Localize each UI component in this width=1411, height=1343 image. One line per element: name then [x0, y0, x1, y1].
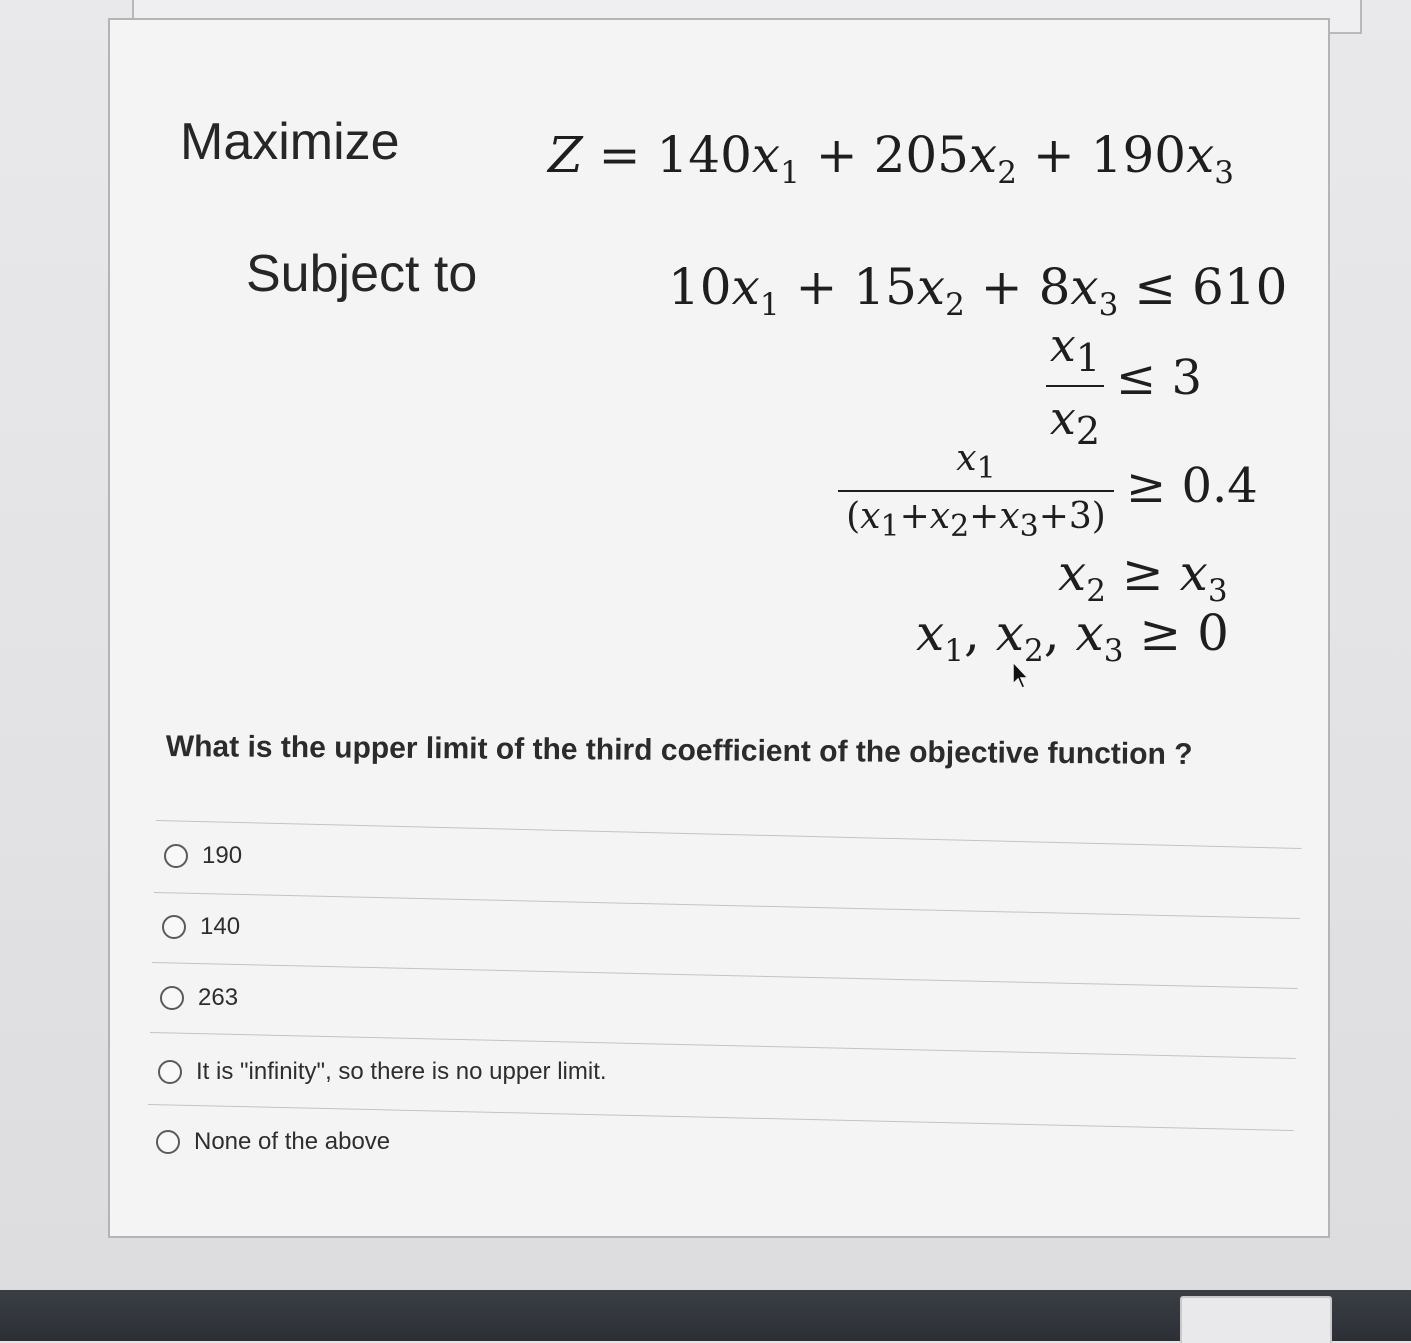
bottom-panel-tab [1180, 1296, 1332, 1343]
option-label: It is "infinity", so there is no upper limit. [196, 1058, 607, 1085]
option-none-of-the-above[interactable] [156, 1128, 390, 1156]
radio-button[interactable] [156, 1130, 180, 1154]
radio-button[interactable] [158, 1060, 182, 1084]
option-190[interactable] [164, 842, 242, 870]
radio-button[interactable] [164, 844, 188, 868]
constraint-ratio-rhs: ≤ 3 [1116, 350, 1203, 406]
option-infinity[interactable] [158, 1058, 607, 1086]
mouse-cursor-icon [1010, 660, 1034, 692]
option-label: None of the above [194, 1128, 391, 1155]
question-text: What is the upper limit of the third coefficient of the objective function ? [165, 730, 1193, 772]
option-263[interactable] [160, 984, 238, 1012]
constraint-budget: $10x_1 + 15x_2 + 8x_3 \le 610$ [668, 258, 1288, 323]
objective-function: $Z = 140x_1 + 205x_2 + 190x_3$ [548, 126, 1235, 191]
option-label: 190 [202, 842, 243, 869]
maximize-label: Maximize [180, 113, 400, 171]
constraint-order: $x_2 \ge x_3$ [1058, 544, 1228, 609]
constraint-nonnegativity: $x_1$, $x_2$, $x_3 \ge 0$ [916, 604, 1229, 669]
radio-button[interactable] [162, 915, 186, 939]
constraint-share-rhs: ≥ 0.4 [1126, 458, 1258, 514]
option-140[interactable] [162, 913, 240, 941]
subject-to-label: Subject to [246, 245, 478, 303]
option-label: 263 [198, 984, 239, 1011]
constraint-ratio-fraction: $x_1$ $x_2$ [1046, 318, 1104, 454]
constraint-share-fraction: $x_1$ $(x_1+x_2+x_3+3)$ [838, 438, 1114, 544]
radio-button[interactable] [160, 986, 184, 1010]
option-label: 140 [200, 913, 241, 940]
